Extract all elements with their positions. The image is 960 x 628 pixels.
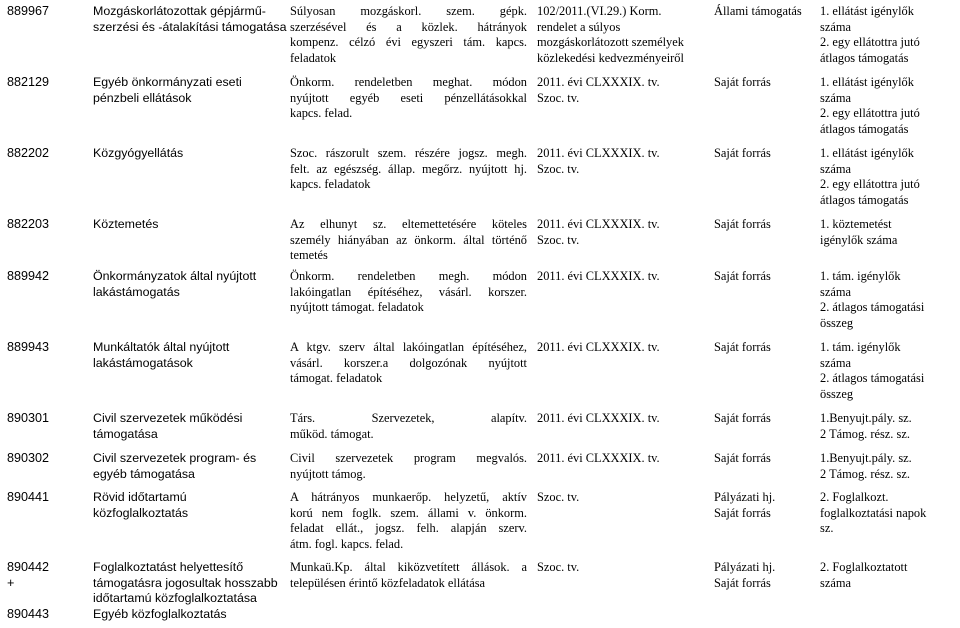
row-code-line: 890443: [7, 606, 50, 621]
row-name-line: Foglalkoztatást helyettesítő: [93, 560, 244, 574]
row-description: [290, 490, 527, 552]
row-description-line: szerzésével és a közlek. hátrányok: [290, 19, 527, 34]
row-name-line: időtartamú közfoglalkoztatása: [93, 591, 257, 606]
row-legal-basis-line: Szoc. tv.: [537, 90, 580, 105]
row-name-line: támogatása: [93, 426, 158, 441]
row-name-line: Munkáltatók által nyújtott: [93, 340, 230, 354]
row-funding-source-line: Állami támogatás: [714, 4, 802, 18]
row-legal-basis: [537, 560, 709, 576]
row-indicator-line: 2. Foglalkoztatott: [820, 560, 908, 574]
row-funding-source-line: Pályázati hj.: [714, 560, 776, 574]
row-code-line: 890441: [7, 490, 50, 504]
row-indicator: [820, 490, 956, 537]
row-funding-source-line: Saját forrás: [714, 75, 771, 89]
row-description-line: vásárl. korszer.a dolgozónak nyújtott: [290, 355, 527, 370]
row-name-line: Civil szervezetek működési: [93, 411, 243, 425]
row-description-line: Munkaü.Kp. által kiközvetített állások. a: [290, 560, 527, 574]
row-funding-source-line: Saját forrás: [714, 451, 771, 465]
row-name-line: közfoglalkoztatás: [93, 505, 189, 520]
row-name: [93, 560, 283, 622]
row-code-line: 890301: [7, 411, 50, 425]
row-description: [290, 560, 527, 591]
row-legal-basis-line: 2011. évi CLXXXIX. tv.: [537, 146, 660, 160]
row-funding-source: [714, 217, 814, 233]
row-funding-source: [714, 75, 814, 91]
row-description: [290, 217, 527, 264]
row-legal-basis-line: mozgáskorlátozott személyek: [537, 35, 684, 50]
row-name-line: Közgyógyellátás: [93, 146, 184, 160]
row-name: [93, 75, 283, 106]
row-funding-source-line: Saját forrás: [714, 269, 771, 283]
row-indicator-line: 2. egy ellátottra jutó: [820, 177, 920, 192]
row-code: [7, 451, 85, 467]
row-funding-source-line: Saját forrás: [714, 505, 771, 520]
row-description-line: feladatok: [290, 50, 337, 65]
row-funding-source-line: Saját forrás: [714, 146, 771, 160]
row-description-line: Súlyosan mozgáskorl. szem. gépk.: [290, 4, 527, 18]
row-indicator-line: 1.Benyujt.pály. sz.: [820, 411, 912, 425]
row-description: [290, 269, 527, 316]
row-indicator-line: száma: [820, 284, 851, 299]
row-description: [290, 451, 527, 482]
row-description-line: Önkorm. rendeletben megh. módon: [290, 269, 527, 283]
row-indicator-line: 2 Támog. rész. sz.: [820, 466, 910, 481]
row-code: [7, 4, 85, 20]
row-description-line: A hátrányos munkaerőp. helyzetű, aktív: [290, 490, 527, 504]
row-funding-source: [714, 490, 814, 521]
row-legal-basis: [537, 217, 709, 248]
row-funding-source-line: Saját forrás: [714, 575, 771, 590]
row-funding-source-line: Saját forrás: [714, 217, 771, 231]
row-legal-basis: [537, 340, 709, 356]
row-name-line: Mozgáskorlátozottak gépjármű-: [93, 4, 266, 18]
row-indicator-line: 1. köztemetést: [820, 217, 892, 231]
row-description-line: Civil szervezetek program megvalós.: [290, 451, 527, 465]
row-name: [93, 4, 287, 35]
row-indicator-line: 1. ellátást igénylők: [820, 146, 914, 160]
row-description: [290, 75, 527, 122]
row-description: [290, 340, 527, 387]
row-legal-basis-line: 2011. évi CLXXXIX. tv.: [537, 269, 660, 283]
row-legal-basis: [537, 269, 709, 285]
row-indicator: [820, 269, 956, 331]
row-indicator-line: átlagos támogatás: [820, 50, 909, 65]
row-indicator: [820, 75, 956, 137]
row-indicator-line: 2. Foglalkozt.: [820, 490, 889, 504]
row-code-line: 882202: [7, 146, 50, 160]
row-legal-basis: [537, 146, 709, 177]
row-name-line: szerzési és -átalakítási támogatása: [93, 19, 287, 34]
row-name: [93, 146, 283, 162]
row-code-line: [7, 591, 85, 607]
row-name: [93, 217, 283, 233]
row-legal-basis-line: Szoc. tv.: [537, 490, 580, 504]
row-legal-basis: [537, 451, 709, 467]
row-legal-basis-line: rendelet a súlyos: [537, 19, 621, 34]
row-name-line: egyéb támogatása: [93, 466, 195, 481]
row-indicator-line: 1. ellátást igénylők: [820, 75, 914, 89]
row-indicator-line: foglalkoztatási napok: [820, 505, 927, 520]
row-indicator-line: 1.Benyujt.pály. sz.: [820, 451, 912, 465]
row-description-line: Társ. Szervezetek, alapítv.: [290, 411, 527, 425]
row-description-line: Önkorm. rendeletben meghat. módon: [290, 75, 527, 89]
row-indicator-line: száma: [820, 575, 851, 590]
row-indicator-line: összeg: [820, 386, 854, 401]
row-indicator: [820, 451, 956, 482]
row-description-line: felt. az egészség. állap. megőrz. nyújtott hj.: [290, 161, 527, 176]
row-funding-source-line: Saját forrás: [714, 340, 771, 354]
row-code: [7, 340, 85, 356]
row-description-line: A ktgv. szerv által lakóingatlan építéséhez,: [290, 340, 527, 354]
row-code: [7, 269, 85, 285]
row-indicator-line: sz.: [820, 521, 834, 536]
row-indicator-line: száma: [820, 161, 851, 176]
row-indicator: [820, 4, 956, 66]
row-indicator-line: igénylők száma: [820, 232, 898, 247]
row-description-line: Szoc. rászorult szem. részére jogsz. megh.: [290, 146, 527, 160]
row-name: [93, 411, 283, 442]
row-code: [7, 146, 85, 162]
row-description: [290, 411, 527, 442]
row-description-line: nyújtott egyéb eseti pénzellátásokkal: [290, 90, 527, 105]
row-name-line: Egyéb közfoglalkoztatás: [93, 606, 227, 621]
row-name-line: támogatásra jogosultak hosszabb: [93, 575, 278, 590]
row-description-line: feladat ellát., jogsz. felh. alapján szerv.: [290, 521, 527, 536]
row-description-line: személy hiányában az önkorm. által történő: [290, 232, 527, 247]
row-indicator: [820, 146, 956, 208]
row-indicator-line: száma: [820, 19, 851, 34]
row-code-line: 889967: [7, 4, 50, 18]
row-description: [290, 4, 527, 66]
row-legal-basis: [537, 411, 709, 427]
row-legal-basis: [537, 75, 709, 106]
row-name-line: Köztemetés: [93, 217, 159, 231]
row-indicator-line: 1. tám. igénylők: [820, 269, 901, 283]
row-legal-basis-line: 102/2011.(VI.29.) Korm.: [537, 4, 662, 18]
row-code-line: 882129: [7, 75, 50, 89]
row-code: [7, 490, 85, 506]
row-description-line: lakóingatlan építéséhez, vásárl. korszer.: [290, 284, 527, 299]
row-legal-basis-line: közlekedési kedvezményeiről: [537, 50, 684, 65]
row-code-line: 890442: [7, 560, 50, 574]
row-indicator-line: 2. egy ellátottra jutó: [820, 106, 920, 121]
row-indicator-line: száma: [820, 90, 851, 105]
row-legal-basis-line: Szoc. tv.: [537, 232, 580, 247]
row-indicator-line: átlagos támogatás: [820, 192, 909, 207]
row-legal-basis: [537, 4, 709, 66]
row-indicator-line: 1. tám. igénylők: [820, 340, 901, 354]
row-description-line: Az elhunyt sz. eltemettetésére köteles: [290, 217, 527, 231]
row-description: [290, 146, 527, 193]
row-funding-source: [714, 340, 814, 356]
row-funding-source: [714, 4, 814, 20]
row-name-line: pénzbeli ellátások: [93, 90, 192, 105]
row-funding-source-line: Saját forrás: [714, 411, 771, 425]
row-code: [7, 411, 85, 427]
row-legal-basis-line: 2011. évi CLXXXIX. tv.: [537, 451, 660, 465]
row-indicator-line: átlagos támogatás: [820, 121, 909, 136]
row-indicator-line: 2 Támog. rész. sz.: [820, 426, 910, 441]
row-name-line: Egyéb önkormányzati eseti: [93, 75, 242, 89]
row-description-line: kompenz. célzó évi egyszeri tám. kapcs.: [290, 35, 527, 50]
row-name-line: Civil szervezetek program- és: [93, 451, 257, 465]
row-indicator-line: 2. egy ellátottra jutó: [820, 35, 920, 50]
row-indicator: [820, 411, 956, 442]
row-indicator-line: 1. ellátást igénylők: [820, 4, 914, 18]
row-legal-basis-line: Szoc. tv.: [537, 560, 580, 574]
row-name-line: Rövid időtartamú: [93, 490, 187, 504]
row-description-line: temetés: [290, 248, 328, 263]
row-indicator-line: száma: [820, 355, 851, 370]
row-code-line: 889943: [7, 340, 50, 354]
row-description-line: átm. fogl. kapcs. felad.: [290, 536, 404, 551]
row-legal-basis: [537, 490, 709, 506]
row-legal-basis-line: 2011. évi CLXXXIX. tv.: [537, 75, 660, 89]
row-name: [93, 490, 283, 521]
row-funding-source: [714, 146, 814, 162]
row-legal-basis-line: 2011. évi CLXXXIX. tv.: [537, 217, 660, 231]
row-description-line: korú nem foglk. szem. állami v. önkorm.: [290, 505, 527, 520]
row-funding-source: [714, 411, 814, 427]
row-funding-source: [714, 269, 814, 285]
row-name: [93, 269, 283, 300]
row-description-line: működ. támogat.: [290, 426, 374, 441]
row-name: [93, 451, 283, 482]
row-legal-basis-line: Szoc. tv.: [537, 161, 580, 176]
row-description-line: kapcs. feladatok: [290, 177, 371, 192]
row-indicator: [820, 560, 956, 591]
row-funding-source-line: Pályázati hj.: [714, 490, 776, 504]
row-code: [7, 217, 85, 233]
row-description-line: nyújtott támog.: [290, 466, 366, 481]
row-code-line: 882203: [7, 217, 50, 231]
row-name-line: lakástámogatás: [93, 284, 180, 299]
row-description-line: településen érintő közfeladatok ellátása: [290, 575, 486, 590]
row-code-line: 889942: [7, 269, 50, 283]
row-code: [7, 75, 85, 91]
row-description-line: nyújtott támogat. feladatok: [290, 300, 424, 315]
row-description-line: kapcs. felad.: [290, 106, 353, 121]
row-indicator-line: összeg: [820, 315, 854, 330]
row-indicator-line: 2. átlagos támogatási: [820, 300, 925, 315]
row-code-line: 890302: [7, 451, 50, 465]
row-indicator-line: 2. átlagos támogatási: [820, 371, 925, 386]
row-code-line: +: [7, 575, 15, 590]
row-legal-basis-line: 2011. évi CLXXXIX. tv.: [537, 340, 660, 354]
row-name-line: lakástámogatások: [93, 355, 193, 370]
row-funding-source: [714, 451, 814, 467]
row-indicator: [820, 340, 956, 402]
row-indicator: [820, 217, 956, 248]
row-legal-basis-line: 2011. évi CLXXXIX. tv.: [537, 411, 660, 425]
row-description-line: támogat. feladatok: [290, 371, 383, 386]
row-funding-source: [714, 560, 814, 591]
row-name: [93, 340, 283, 371]
row-code: [7, 560, 85, 622]
row-name-line: Önkormányzatok által nyújtott: [93, 269, 257, 283]
